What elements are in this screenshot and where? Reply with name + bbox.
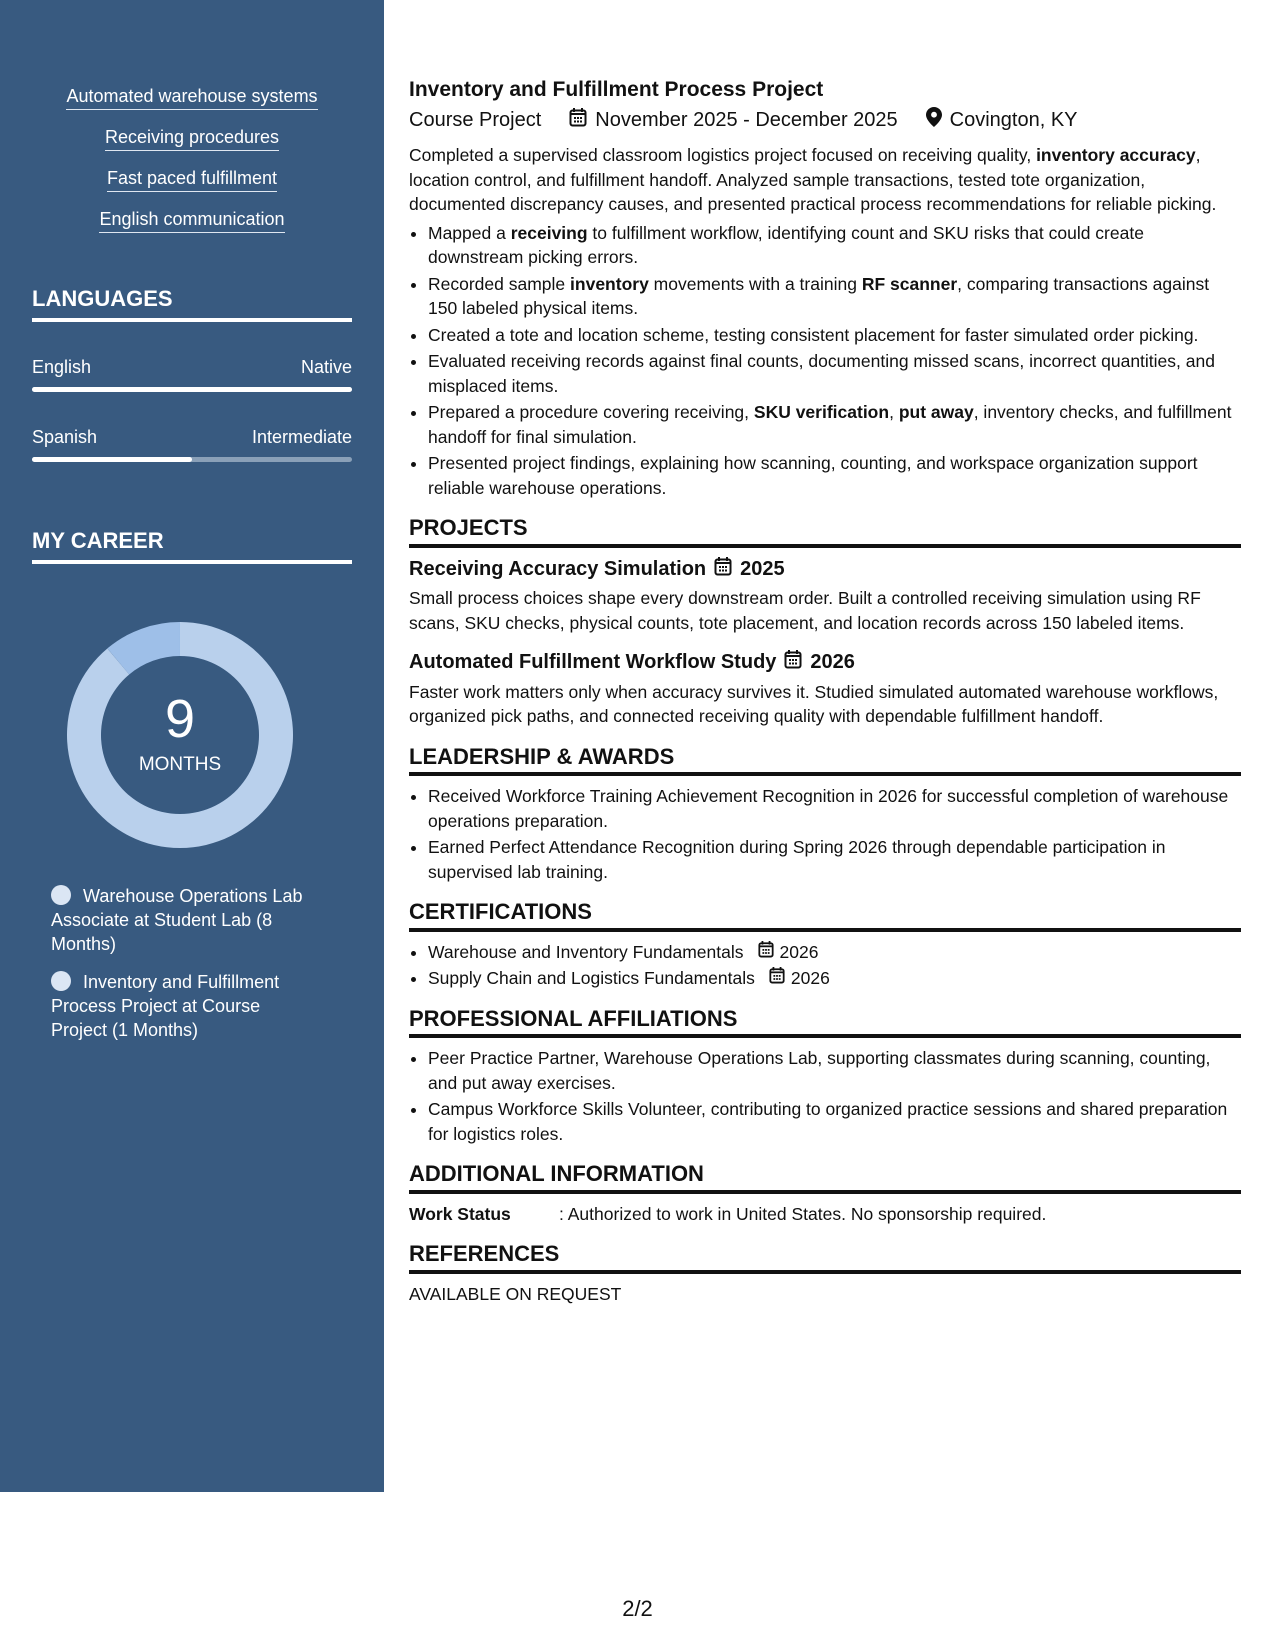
- page-number: 2/2: [622, 1596, 653, 1621]
- experience-bullet: • Prepared a procedure covering receiving, SKU verification, put away, inventory checks, and fulfillment handoff for final simulation.: [428, 400, 1241, 449]
- location-pin-icon: [926, 107, 942, 134]
- experience-bullets: [409, 221, 1241, 501]
- additional-info-heading: ADDITIONAL INFORMATION: [409, 1162, 1241, 1194]
- experience-dates: November 2025 - December 2025: [595, 108, 898, 131]
- career-donut-chart: [67, 622, 293, 848]
- experience-bullet: • Mapped a receiving to fulfillment workflow, identifying count and SKU risks that could create downstream picking errors.: [428, 221, 1241, 270]
- certification-item: [428, 966, 1241, 991]
- affiliation-item: • Campus Workforce Skills Volunteer, contributing to organized practice sessions and shared preparation for logistics roles.: [428, 1097, 1241, 1146]
- experience-title: Inventory and Fulfillment Process Project: [409, 78, 824, 101]
- certification-name: • Supply Chain and Logistics Fundamentals: [428, 968, 755, 988]
- affiliations-list: [409, 1046, 1241, 1146]
- language-bar: [32, 387, 352, 392]
- awards-heading: LEADERSHIP & AWARDS: [409, 745, 1241, 777]
- award-item: • Received Workforce Training Achievement Recognition in 2026 for successful completion of warehouse operations preparation.: [428, 784, 1241, 833]
- project-year: 2026: [810, 651, 855, 673]
- project-year: 2025: [740, 557, 785, 580]
- project-entry: [409, 649, 1241, 729]
- experience-bullet: • Presented project findings, explaining how scanning, counting, and workspace organization support reliable warehouse operations.: [428, 451, 1241, 500]
- project-description: Faster work matters only when accuracy survives it. Studied simulated automated warehouse workflows, organized pick paths, and connected receiving quality with dependable fulfillment handoff.: [409, 681, 1219, 726]
- skill-link[interactable]: Receiving procedures: [105, 127, 279, 151]
- career-total-value: 9: [164, 689, 196, 749]
- career-item-text: Inventory and Fulfillment Process Project at Course Project (1 Months): [51, 972, 280, 1040]
- skill-link[interactable]: English communication: [99, 209, 284, 233]
- projects-heading: PROJECTS: [409, 516, 1241, 548]
- experience-bullet: • Created a tote and location scheme, testing consistent placement for faster simulated order picking.: [428, 323, 1241, 348]
- calendar-icon: [784, 649, 802, 676]
- experience-bullet: • Recorded sample inventory movements with a training RF scanner, comparing transactions against 150 labeled physical items.: [428, 272, 1241, 321]
- work-status-row: [409, 1202, 1241, 1227]
- awards-list: [409, 784, 1241, 884]
- experience-bullet: • Evaluated receiving records against final counts, documenting missed scans, incorrect quantities, and misplaced items.: [428, 349, 1241, 398]
- language-spanish: [32, 427, 352, 462]
- project-title: Receiving Accuracy Simulation: [409, 557, 707, 580]
- language-level: Native: [300, 357, 352, 377]
- language-bar: [32, 457, 352, 462]
- certifications-list: [409, 940, 1241, 991]
- language-bar-fill: [32, 387, 352, 392]
- experience-summary: Completed a supervised classroom logistics project focused on receiving quality, inventory accuracy, location control, and fulfillment handoff. Analyzed sample transactions, tested tote organization, documented discrepancy causes, and presented practical process recommendations for reliable picking.: [409, 145, 1217, 214]
- career-total-unit: MONTHS: [138, 754, 222, 775]
- language-english: [32, 357, 352, 392]
- references-heading: REFERENCES: [409, 1242, 1241, 1274]
- career-list: [51, 884, 321, 1056]
- career-dot-icon: [51, 971, 71, 991]
- certifications-heading: CERTIFICATIONS: [409, 900, 1241, 932]
- affiliations-heading: PROFESSIONAL AFFILIATIONS: [409, 1007, 1241, 1039]
- calendar-icon: [758, 940, 774, 965]
- career-item-text: Warehouse Operations Lab Associate at Student Lab (8 Months): [51, 886, 303, 954]
- sidebar: [0, 0, 384, 1492]
- calendar-icon: [769, 966, 785, 991]
- career-item: [51, 970, 321, 1042]
- skills-list: [32, 86, 352, 250]
- languages-heading: LANGUAGES: [32, 286, 352, 322]
- language-name: English: [32, 357, 92, 377]
- affiliation-item: • Peer Practice Partner, Warehouse Operations Lab, supporting classmates during scanning, counting, and put away exercises.: [428, 1046, 1241, 1095]
- skill-link[interactable]: Automated warehouse systems: [66, 86, 317, 110]
- project-description: Small process choices shape every downstream order. Built a controlled receiving simulation using RF scans, SKU checks, physical counts, tote placement, and location records across 150 labeled items.: [409, 588, 1201, 633]
- experience-meta: [409, 107, 1241, 134]
- project-entry: [409, 556, 1241, 636]
- award-item: • Earned Perfect Attendance Recognition during Spring 2026 through dependable participation in supervised lab training.: [428, 835, 1241, 884]
- calendar-icon: [569, 107, 587, 134]
- experience-type: Course Project: [409, 108, 542, 131]
- language-bar-fill: [32, 457, 192, 462]
- skill-link[interactable]: Fast paced fulfillment: [107, 168, 277, 192]
- career-heading: MY CAREER: [32, 528, 352, 564]
- certification-year: 2026: [779, 941, 819, 962]
- experience-entry: [409, 78, 1241, 500]
- career-dot-icon: [51, 885, 71, 905]
- work-status-value: : Authorized to work in United States. No sponsorship required.: [559, 1203, 1047, 1224]
- certification-name: • Warehouse and Inventory Fundamentals: [428, 941, 744, 962]
- references-text: AVAILABLE ON REQUEST: [409, 1283, 622, 1304]
- work-status-label: Work Status: [409, 1203, 511, 1224]
- calendar-icon: [714, 556, 732, 583]
- experience-location: Covington, KY: [949, 108, 1078, 131]
- certification-year: 2026: [790, 968, 830, 988]
- main-content: [409, 78, 1241, 1306]
- language-name: Spanish: [32, 427, 98, 447]
- career-item: [51, 884, 321, 956]
- language-level: Intermediate: [251, 427, 352, 447]
- certification-item: [428, 940, 1241, 965]
- project-title: Automated Fulfillment Workflow Study: [409, 651, 777, 673]
